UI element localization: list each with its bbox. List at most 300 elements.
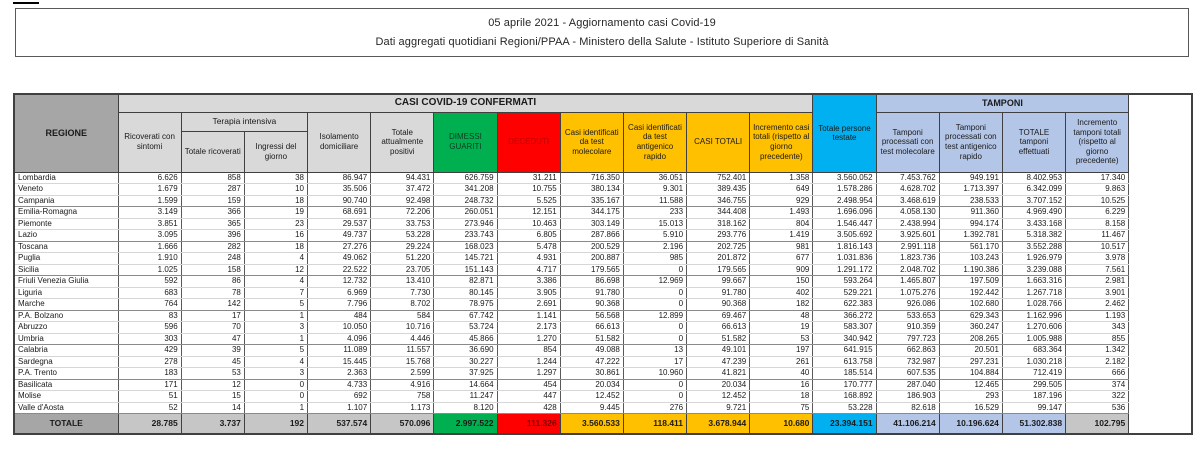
value-cell: 3.552.288 bbox=[1002, 241, 1065, 253]
region-name: Toscana bbox=[14, 241, 118, 253]
table-row bbox=[14, 172, 1192, 184]
value-cell: 716.350 bbox=[560, 172, 623, 184]
value-cell: 4.931 bbox=[497, 253, 560, 265]
covid-data-table bbox=[13, 93, 1193, 435]
header-casi-test-antigenico: Casi identificati da test antigenico rapido bbox=[623, 112, 686, 172]
value-cell: 712.419 bbox=[1002, 368, 1065, 380]
header-terapia-ingressi-giorno: Ingressi del giorno bbox=[244, 131, 307, 172]
value-cell: 75 bbox=[750, 402, 813, 414]
table-row bbox=[14, 195, 1192, 207]
value-cell: 35.506 bbox=[308, 184, 371, 196]
value-cell: 0 bbox=[623, 287, 686, 299]
value-cell: 67.742 bbox=[434, 310, 497, 322]
value-cell: 2.196 bbox=[623, 241, 686, 253]
value-cell: 69.467 bbox=[687, 310, 750, 322]
value-cell: 10.525 bbox=[1066, 195, 1129, 207]
value-cell: 6.342.099 bbox=[1002, 184, 1065, 196]
report-subtitle: Dati aggregati quotidiani Regioni/PPAA - Ministero della Salute - Istituto Superiore di Sanità bbox=[375, 36, 829, 49]
value-cell: 72.206 bbox=[371, 207, 434, 219]
region-name: Abruzzo bbox=[14, 322, 118, 334]
value-cell: 1.270 bbox=[497, 333, 560, 345]
region-name: Marche bbox=[14, 299, 118, 311]
value-cell: 1.297 bbox=[497, 368, 560, 380]
value-cell: 626.759 bbox=[434, 172, 497, 184]
totals-cell: 102.795 bbox=[1066, 414, 1129, 435]
value-cell: 261 bbox=[750, 356, 813, 368]
value-cell: 0 bbox=[623, 379, 686, 391]
value-cell: 2.981 bbox=[1066, 276, 1129, 288]
report-title: 05 aprile 2021 - Aggiornamento casi Covid-19 bbox=[488, 16, 716, 29]
value-cell: 9.445 bbox=[560, 402, 623, 414]
value-cell: 293 bbox=[939, 391, 1002, 403]
value-cell: 1.696.096 bbox=[813, 207, 876, 219]
value-cell: 1.823.736 bbox=[876, 253, 939, 265]
value-cell: 926.086 bbox=[876, 299, 939, 311]
header-incremento-casi: Incremento casi totali (rispetto al giorno precedente) bbox=[750, 112, 813, 172]
table-row bbox=[14, 207, 1192, 219]
value-cell: 858 bbox=[181, 172, 244, 184]
header-dimessi-guariti: DIMESSI GUARITI bbox=[434, 112, 497, 172]
value-cell: 0 bbox=[623, 322, 686, 334]
value-cell: 2.363 bbox=[308, 368, 371, 380]
header-group-tamponi: TAMPONI bbox=[876, 94, 1129, 112]
value-cell: 7.796 bbox=[308, 299, 371, 311]
value-cell: 94.431 bbox=[371, 172, 434, 184]
table-row bbox=[14, 299, 1192, 311]
value-cell: 47 bbox=[181, 333, 244, 345]
value-cell: 82.871 bbox=[434, 276, 497, 288]
value-cell: 185.514 bbox=[813, 368, 876, 380]
value-cell: 90.740 bbox=[308, 195, 371, 207]
value-cell: 484 bbox=[308, 310, 371, 322]
value-cell: 3.386 bbox=[497, 276, 560, 288]
value-cell: 5.478 bbox=[497, 241, 560, 253]
table-row bbox=[14, 264, 1192, 276]
value-cell: 1.910 bbox=[118, 253, 181, 265]
value-cell: 1.107 bbox=[308, 402, 371, 414]
region-name: Valle d'Aosta bbox=[14, 402, 118, 414]
value-cell: 99.667 bbox=[687, 276, 750, 288]
value-cell: 797.723 bbox=[876, 333, 939, 345]
value-cell: 171 bbox=[118, 379, 181, 391]
value-cell: 4 bbox=[244, 253, 307, 265]
value-cell: 299.505 bbox=[1002, 379, 1065, 391]
value-cell: 248 bbox=[181, 253, 244, 265]
value-cell: 39 bbox=[181, 345, 244, 357]
value-cell: 1.141 bbox=[497, 310, 560, 322]
value-cell: 854 bbox=[497, 345, 560, 357]
header-tamponi-molecolare: Tamponi processati con test molecolare bbox=[876, 112, 939, 172]
table-row bbox=[14, 230, 1192, 242]
value-cell: 1.244 bbox=[497, 356, 560, 368]
value-cell: 11.467 bbox=[1066, 230, 1129, 242]
value-cell: 1.193 bbox=[1066, 310, 1129, 322]
value-cell: 15.445 bbox=[308, 356, 371, 368]
value-cell: 11.588 bbox=[623, 195, 686, 207]
value-cell: 752.401 bbox=[687, 172, 750, 184]
value-cell: 5.910 bbox=[623, 230, 686, 242]
value-cell: 12.969 bbox=[623, 276, 686, 288]
value-cell: 6.805 bbox=[497, 230, 560, 242]
header-casi-test-molecolare: Casi identificati da test molecolare bbox=[560, 112, 623, 172]
value-cell: 343 bbox=[1066, 322, 1129, 334]
value-cell: 1.816.143 bbox=[813, 241, 876, 253]
value-cell: 909 bbox=[750, 264, 813, 276]
table-row bbox=[14, 253, 1192, 265]
value-cell: 10.517 bbox=[1066, 241, 1129, 253]
value-cell: 855 bbox=[1066, 333, 1129, 345]
table-header bbox=[14, 94, 1192, 172]
region-name: P.A. Bolzano bbox=[14, 310, 118, 322]
value-cell: 19 bbox=[750, 322, 813, 334]
value-cell: 1.578.286 bbox=[813, 184, 876, 196]
value-cell: 5 bbox=[244, 345, 307, 357]
value-cell: 3.901 bbox=[1066, 287, 1129, 299]
value-cell: 38 bbox=[244, 172, 307, 184]
value-cell: 41.821 bbox=[687, 368, 750, 380]
value-cell: 13 bbox=[623, 345, 686, 357]
value-cell: 3.905 bbox=[497, 287, 560, 299]
value-cell: 12.732 bbox=[308, 276, 371, 288]
totals-cell: 3.678.944 bbox=[687, 414, 750, 435]
value-cell: 365 bbox=[181, 218, 244, 230]
header-group-casi-confermati: CASI COVID-19 CONFERMATI bbox=[118, 94, 813, 112]
value-cell: 12.465 bbox=[939, 379, 1002, 391]
totals-cell: 192 bbox=[244, 414, 307, 435]
value-cell: 233 bbox=[623, 207, 686, 219]
value-cell: 3.560.052 bbox=[813, 172, 876, 184]
value-cell: 86 bbox=[181, 276, 244, 288]
value-cell: 303.149 bbox=[560, 218, 623, 230]
value-cell: 583.307 bbox=[813, 322, 876, 334]
value-cell: 1.270.606 bbox=[1002, 322, 1065, 334]
totals-cell: 570.096 bbox=[371, 414, 434, 435]
table-row bbox=[14, 184, 1192, 196]
value-cell: 36.690 bbox=[434, 345, 497, 357]
value-cell: 18 bbox=[244, 241, 307, 253]
value-cell: 145.721 bbox=[434, 253, 497, 265]
value-cell: 3.925.601 bbox=[876, 230, 939, 242]
totals-cell: 41.106.214 bbox=[876, 414, 939, 435]
value-cell: 17.340 bbox=[1066, 172, 1129, 184]
value-cell: 4 bbox=[244, 356, 307, 368]
value-cell: 0 bbox=[623, 264, 686, 276]
value-cell: 51.220 bbox=[371, 253, 434, 265]
header-casi-totali: CASI TOTALI bbox=[687, 112, 750, 172]
value-cell: 5.525 bbox=[497, 195, 560, 207]
value-cell: 33.753 bbox=[371, 218, 434, 230]
value-cell: 197.509 bbox=[939, 276, 1002, 288]
region-name: Campania bbox=[14, 195, 118, 207]
value-cell: 51.582 bbox=[560, 333, 623, 345]
value-cell: 11.247 bbox=[434, 391, 497, 403]
value-cell: 4.969.490 bbox=[1002, 207, 1065, 219]
value-cell: 12.452 bbox=[560, 391, 623, 403]
value-cell: 3.239.088 bbox=[1002, 264, 1065, 276]
totals-label: TOTALE bbox=[14, 414, 118, 435]
value-cell: 10.755 bbox=[497, 184, 560, 196]
value-cell: 0 bbox=[623, 391, 686, 403]
value-cell: 662.863 bbox=[876, 345, 939, 357]
value-cell: 429 bbox=[118, 345, 181, 357]
value-cell: 0 bbox=[244, 391, 307, 403]
value-cell: 1.392.781 bbox=[939, 230, 1002, 242]
value-cell: 159 bbox=[181, 195, 244, 207]
value-cell: 9.863 bbox=[1066, 184, 1129, 196]
value-cell: 23.705 bbox=[371, 264, 434, 276]
value-cell: 182 bbox=[750, 299, 813, 311]
value-cell: 29.537 bbox=[308, 218, 371, 230]
value-cell: 90.368 bbox=[560, 299, 623, 311]
value-cell: 51 bbox=[118, 391, 181, 403]
value-cell: 183 bbox=[118, 368, 181, 380]
value-cell: 202.725 bbox=[687, 241, 750, 253]
value-cell: 0 bbox=[623, 333, 686, 345]
value-cell: 287.866 bbox=[560, 230, 623, 242]
value-cell: 4 bbox=[244, 276, 307, 288]
value-cell: 613.758 bbox=[813, 356, 876, 368]
value-cell: 168.023 bbox=[434, 241, 497, 253]
value-cell: 4.058.130 bbox=[876, 207, 939, 219]
value-cell: 10 bbox=[244, 184, 307, 196]
value-cell: 30.861 bbox=[560, 368, 623, 380]
value-cell: 276 bbox=[623, 402, 686, 414]
value-cell: 0 bbox=[623, 299, 686, 311]
value-cell: 910.359 bbox=[876, 322, 939, 334]
value-cell: 374 bbox=[1066, 379, 1129, 391]
value-cell: 3 bbox=[244, 322, 307, 334]
table-row bbox=[14, 218, 1192, 230]
value-cell: 23 bbox=[244, 218, 307, 230]
header-regione: REGIONE bbox=[14, 94, 118, 172]
table-row bbox=[14, 322, 1192, 334]
totals-cell: 3.737 bbox=[181, 414, 244, 435]
value-cell: 1 bbox=[244, 402, 307, 414]
value-cell: 48 bbox=[750, 310, 813, 322]
value-cell: 11.089 bbox=[308, 345, 371, 357]
value-cell: 192.442 bbox=[939, 287, 1002, 299]
value-cell: 170.777 bbox=[813, 379, 876, 391]
value-cell: 683 bbox=[118, 287, 181, 299]
region-name: Molise bbox=[14, 391, 118, 403]
value-cell: 19 bbox=[244, 207, 307, 219]
value-cell: 16 bbox=[750, 379, 813, 391]
value-cell: 607.535 bbox=[876, 368, 939, 380]
totals-row bbox=[14, 414, 1192, 435]
value-cell: 14 bbox=[181, 402, 244, 414]
value-cell: 200.887 bbox=[560, 253, 623, 265]
header-deceduti: DECEDUTI bbox=[497, 112, 560, 172]
value-cell: 341.208 bbox=[434, 184, 497, 196]
value-cell: 86.947 bbox=[308, 172, 371, 184]
value-cell: 12 bbox=[181, 379, 244, 391]
value-cell: 17 bbox=[623, 356, 686, 368]
value-cell: 287.040 bbox=[876, 379, 939, 391]
table-row bbox=[14, 241, 1192, 253]
region-name: Emilia-Romagna bbox=[14, 207, 118, 219]
value-cell: 233.743 bbox=[434, 230, 497, 242]
totals-cell: 2.997.522 bbox=[434, 414, 497, 435]
totals-cell: 537.574 bbox=[308, 414, 371, 435]
value-cell: 103.243 bbox=[939, 253, 1002, 265]
table-row bbox=[14, 276, 1192, 288]
value-cell: 4.096 bbox=[308, 333, 371, 345]
value-cell: 344.175 bbox=[560, 207, 623, 219]
value-cell: 666 bbox=[1066, 368, 1129, 380]
value-cell: 402 bbox=[750, 287, 813, 299]
value-cell: 15 bbox=[181, 391, 244, 403]
value-cell: 758 bbox=[371, 391, 434, 403]
value-cell: 3 bbox=[244, 368, 307, 380]
value-cell: 985 bbox=[623, 253, 686, 265]
value-cell: 447 bbox=[497, 391, 560, 403]
value-cell: 14.664 bbox=[434, 379, 497, 391]
value-cell: 366 bbox=[181, 207, 244, 219]
value-cell: 282 bbox=[181, 241, 244, 253]
value-cell: 804 bbox=[750, 218, 813, 230]
value-cell: 380.134 bbox=[560, 184, 623, 196]
value-cell: 47.222 bbox=[560, 356, 623, 368]
region-name: Piemonte bbox=[14, 218, 118, 230]
value-cell: 641.915 bbox=[813, 345, 876, 357]
value-cell: 27.276 bbox=[308, 241, 371, 253]
value-cell: 15.013 bbox=[623, 218, 686, 230]
value-cell: 29.224 bbox=[371, 241, 434, 253]
value-cell: 18 bbox=[750, 391, 813, 403]
value-cell: 1.291.172 bbox=[813, 264, 876, 276]
value-cell: 36.051 bbox=[623, 172, 686, 184]
value-cell: 83 bbox=[118, 310, 181, 322]
totals-cell: 51.302.838 bbox=[1002, 414, 1065, 435]
value-cell: 7.453.762 bbox=[876, 172, 939, 184]
value-cell: 1 bbox=[244, 333, 307, 345]
value-cell: 1.025 bbox=[118, 264, 181, 276]
value-cell: 3.505.692 bbox=[813, 230, 876, 242]
table-row bbox=[14, 345, 1192, 357]
value-cell: 248.732 bbox=[434, 195, 497, 207]
value-cell: 13.410 bbox=[371, 276, 434, 288]
totals-cell: 28.785 bbox=[118, 414, 181, 435]
value-cell: 2.462 bbox=[1066, 299, 1129, 311]
value-cell: 344.408 bbox=[687, 207, 750, 219]
value-cell: 561.170 bbox=[939, 241, 1002, 253]
totals-cell: 23.394.151 bbox=[813, 414, 876, 435]
value-cell: 2.498.954 bbox=[813, 195, 876, 207]
header-ricoverati-sintomi: Ricoverati con sintomi bbox=[118, 112, 181, 172]
value-cell: 49.088 bbox=[560, 345, 623, 357]
value-cell: 53 bbox=[750, 333, 813, 345]
region-name: Lazio bbox=[14, 230, 118, 242]
value-cell: 12.899 bbox=[623, 310, 686, 322]
value-cell: 6.969 bbox=[308, 287, 371, 299]
region-name: Puglia bbox=[14, 253, 118, 265]
value-cell: 322 bbox=[1066, 391, 1129, 403]
value-cell: 20.034 bbox=[687, 379, 750, 391]
value-cell: 102.680 bbox=[939, 299, 1002, 311]
totals-cell: 111.326 bbox=[497, 414, 560, 435]
value-cell: 2.991.118 bbox=[876, 241, 939, 253]
value-cell: 340.942 bbox=[813, 333, 876, 345]
value-cell: 1.030.218 bbox=[1002, 356, 1065, 368]
value-cell: 18 bbox=[244, 195, 307, 207]
value-cell: 20.034 bbox=[560, 379, 623, 391]
value-cell: 1.267.718 bbox=[1002, 287, 1065, 299]
value-cell: 8.158 bbox=[1066, 218, 1129, 230]
value-cell: 1.713.397 bbox=[939, 184, 1002, 196]
value-cell: 3.851 bbox=[118, 218, 181, 230]
value-cell: 1.666 bbox=[118, 241, 181, 253]
title-box bbox=[15, 8, 1189, 57]
value-cell: 86.698 bbox=[560, 276, 623, 288]
value-cell: 2.048.702 bbox=[876, 264, 939, 276]
value-cell: 179.565 bbox=[687, 264, 750, 276]
value-cell: 260.051 bbox=[434, 207, 497, 219]
value-cell: 151.143 bbox=[434, 264, 497, 276]
value-cell: 428 bbox=[497, 402, 560, 414]
value-cell: 179.565 bbox=[560, 264, 623, 276]
table-row bbox=[14, 379, 1192, 391]
region-name: P.A. Trento bbox=[14, 368, 118, 380]
value-cell: 911.360 bbox=[939, 207, 1002, 219]
value-cell: 49.062 bbox=[308, 253, 371, 265]
value-cell: 273.946 bbox=[434, 218, 497, 230]
value-cell: 49.101 bbox=[687, 345, 750, 357]
value-cell: 1.679 bbox=[118, 184, 181, 196]
value-cell: 6.229 bbox=[1066, 207, 1129, 219]
value-cell: 7.561 bbox=[1066, 264, 1129, 276]
value-cell: 2.599 bbox=[371, 368, 434, 380]
table-row bbox=[14, 333, 1192, 345]
value-cell: 994.174 bbox=[939, 218, 1002, 230]
value-cell: 10.050 bbox=[308, 322, 371, 334]
value-cell: 66.613 bbox=[687, 322, 750, 334]
value-cell: 318.162 bbox=[687, 218, 750, 230]
value-cell: 200.529 bbox=[560, 241, 623, 253]
value-cell: 8.402.953 bbox=[1002, 172, 1065, 184]
table-row bbox=[14, 287, 1192, 299]
value-cell: 1.419 bbox=[750, 230, 813, 242]
value-cell: 4.628.702 bbox=[876, 184, 939, 196]
region-name: Sardegna bbox=[14, 356, 118, 368]
value-cell: 1.028.766 bbox=[1002, 299, 1065, 311]
value-cell: 22.522 bbox=[308, 264, 371, 276]
value-cell: 17 bbox=[181, 310, 244, 322]
value-cell: 629.343 bbox=[939, 310, 1002, 322]
value-cell: 4.717 bbox=[497, 264, 560, 276]
value-cell: 238.533 bbox=[939, 195, 1002, 207]
value-cell: 45.866 bbox=[434, 333, 497, 345]
value-cell: 16 bbox=[244, 230, 307, 242]
value-cell: 3.149 bbox=[118, 207, 181, 219]
value-cell: 53 bbox=[181, 368, 244, 380]
value-cell: 3.707.152 bbox=[1002, 195, 1065, 207]
totals-cell: 10.680 bbox=[750, 414, 813, 435]
value-cell: 536 bbox=[1066, 402, 1129, 414]
value-cell: 7 bbox=[244, 287, 307, 299]
region-name: Veneto bbox=[14, 184, 118, 196]
top-edge-mark bbox=[13, 2, 39, 4]
value-cell: 949.191 bbox=[939, 172, 1002, 184]
totals-cell: 118.411 bbox=[623, 414, 686, 435]
value-cell: 20.501 bbox=[939, 345, 1002, 357]
value-cell: 37.925 bbox=[434, 368, 497, 380]
value-cell: 9.721 bbox=[687, 402, 750, 414]
region-name: Basilicata bbox=[14, 379, 118, 391]
value-cell: 2.438.994 bbox=[876, 218, 939, 230]
value-cell: 596 bbox=[118, 322, 181, 334]
value-cell: 16.529 bbox=[939, 402, 1002, 414]
value-cell: 51.582 bbox=[687, 333, 750, 345]
